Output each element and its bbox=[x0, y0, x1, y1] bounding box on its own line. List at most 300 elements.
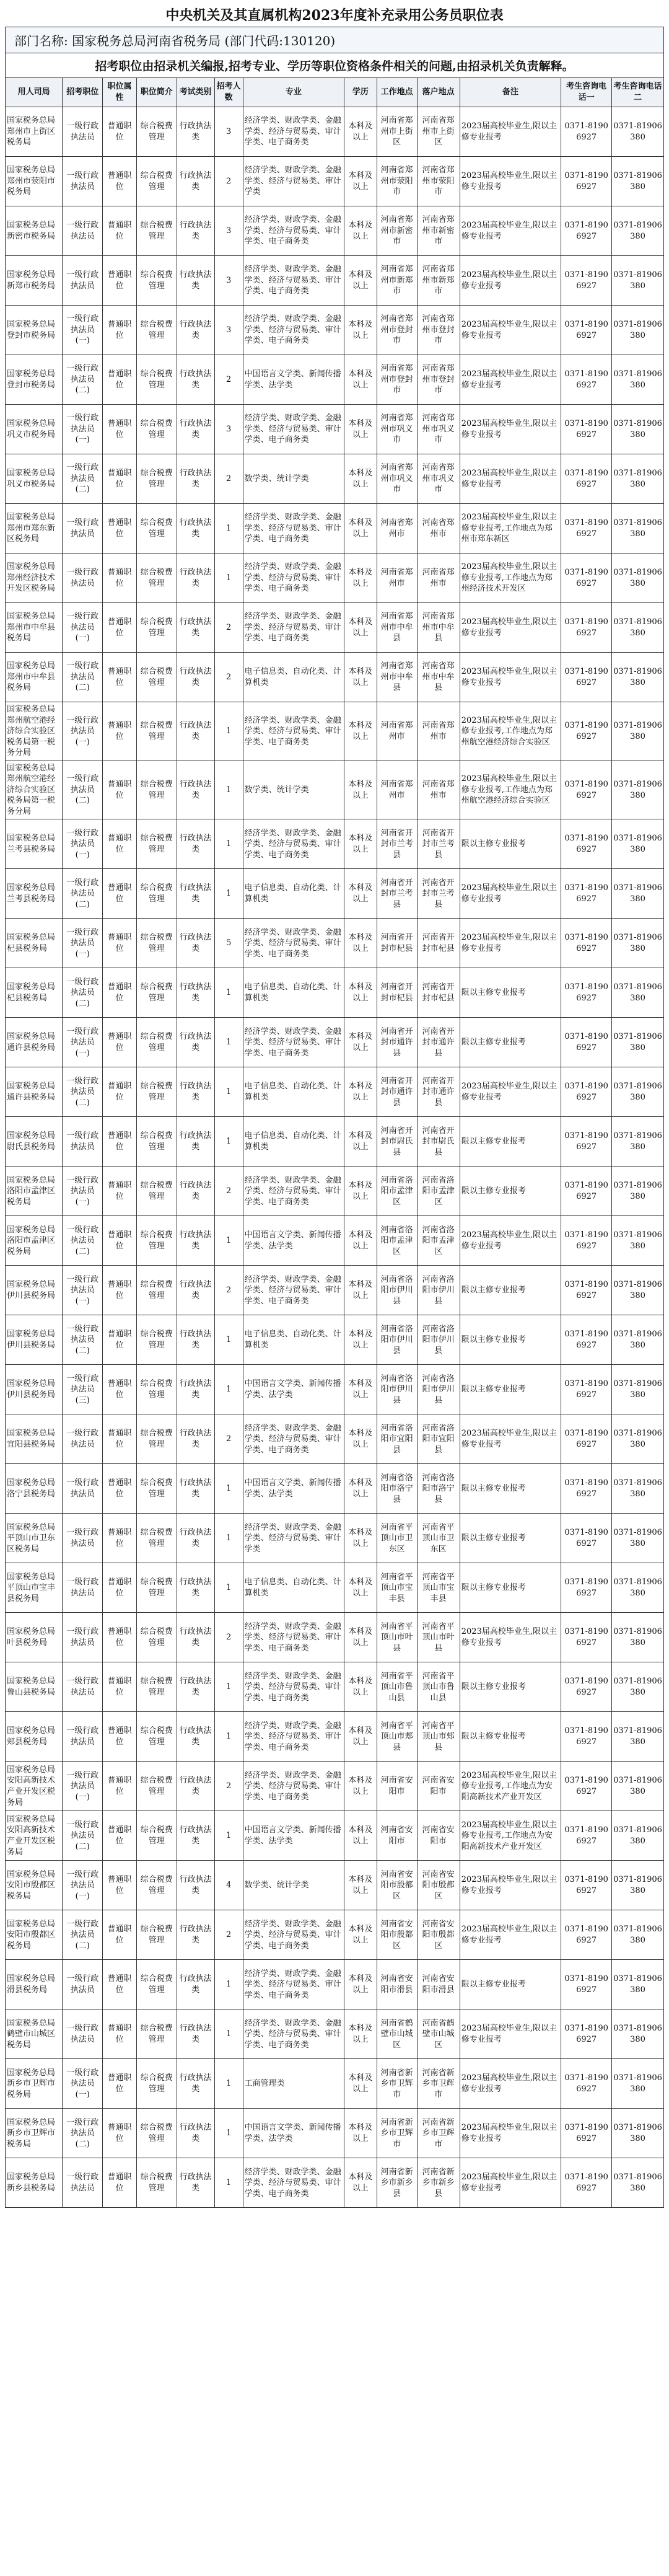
phone-two-cell: 0371-81906380 bbox=[612, 1613, 664, 1662]
phone-one-cell: 0371-81906927 bbox=[561, 1514, 612, 1563]
remarks-cell: 2023届高校毕业生,限以主修专业报考,工作地点为郑州航空港经济综合实验区 bbox=[460, 761, 561, 819]
position-cell: 一级行政执法员(二) bbox=[63, 1811, 103, 1861]
work-location-cell: 河南省洛阳市孟津区 bbox=[377, 1216, 417, 1266]
exam-type-cell: 行政执法类 bbox=[177, 2109, 214, 2158]
table-row bbox=[6, 107, 664, 157]
registration-cell: 河南省平顶山市宝丰县 bbox=[417, 1563, 460, 1613]
attribute-cell: 普通职位 bbox=[103, 1018, 137, 1067]
table-body bbox=[6, 107, 664, 2208]
intro-cell: 综合税费管理 bbox=[136, 1762, 177, 1811]
remarks-cell: 限以主修专业报考 bbox=[460, 1315, 561, 1365]
remarks-cell: 2023届高校毕业生,限以主修专业报考,工作地点为安阳高新技术产业开发区 bbox=[460, 1811, 561, 1861]
count-cell: 1 bbox=[214, 869, 243, 919]
count-cell: 1 bbox=[214, 819, 243, 869]
work-location-cell: 河南省开封市兰考县 bbox=[377, 819, 417, 869]
phone-one-cell: 0371-81906927 bbox=[561, 653, 612, 702]
education-cell: 本科及以上 bbox=[344, 1662, 377, 1712]
major-cell: 经济学类、财政学类、金融学类、经济与贸易类、审计学类、电子商务类 bbox=[243, 504, 344, 554]
count-cell: 1 bbox=[214, 1464, 243, 1514]
position-cell: 一级行政执法员 bbox=[63, 1414, 103, 1464]
phone-two-cell: 0371-81906380 bbox=[612, 1018, 664, 1067]
unit-cell: 国家税务总局郏县税务局 bbox=[6, 1712, 63, 1762]
count-cell: 1 bbox=[214, 504, 243, 554]
work-location-cell: 河南省郑州市新郑市 bbox=[377, 256, 417, 306]
unit-cell: 国家税务总局安阳高新技术产业开发区税务局 bbox=[6, 1811, 63, 1861]
registration-cell: 河南省郑州市新密市 bbox=[417, 206, 460, 256]
exam-type-cell: 行政执法类 bbox=[177, 1861, 214, 1910]
header-education: 学历 bbox=[344, 78, 377, 107]
count-cell: 1 bbox=[214, 1563, 243, 1613]
registration-cell: 河南省安阳市 bbox=[417, 1811, 460, 1861]
remarks-cell: 限以主修专业报考 bbox=[460, 1662, 561, 1712]
count-cell: 1 bbox=[214, 2059, 243, 2109]
attribute-cell: 普通职位 bbox=[103, 1414, 137, 1464]
education-cell: 本科及以上 bbox=[344, 1018, 377, 1067]
phone-two-cell: 0371-81906380 bbox=[612, 968, 664, 1018]
intro-cell: 综合税费管理 bbox=[136, 653, 177, 702]
position-cell: 一级行政执法员 bbox=[63, 1960, 103, 2009]
phone-one-cell: 0371-81906927 bbox=[561, 1216, 612, 1266]
position-cell: 一级行政执法员(一) bbox=[63, 819, 103, 869]
intro-cell: 综合税费管理 bbox=[136, 1613, 177, 1662]
count-cell: 1 bbox=[214, 1662, 243, 1712]
attribute-cell: 普通职位 bbox=[103, 702, 137, 761]
education-cell: 本科及以上 bbox=[344, 157, 377, 206]
position-cell: 一级行政执法员(一) bbox=[63, 1266, 103, 1315]
header-major: 专业 bbox=[243, 78, 344, 107]
position-cell: 一级行政执法员 bbox=[63, 107, 103, 157]
phone-two-cell: 0371-81906380 bbox=[612, 1464, 664, 1514]
education-cell: 本科及以上 bbox=[344, 206, 377, 256]
work-location-cell: 河南省洛阳市伊川县 bbox=[377, 1266, 417, 1315]
education-cell: 本科及以上 bbox=[344, 2109, 377, 2158]
unit-cell: 国家税务总局杞县税务局 bbox=[6, 919, 63, 968]
remarks-cell: 2023届高校毕业生,限以主修专业报考 bbox=[460, 306, 561, 355]
education-cell: 本科及以上 bbox=[344, 653, 377, 702]
registration-cell: 河南省开封市尉氏县 bbox=[417, 1117, 460, 1167]
phone-one-cell: 0371-81906927 bbox=[561, 1811, 612, 1861]
major-cell: 电子信息类、自动化类、计算机类 bbox=[243, 869, 344, 919]
major-cell: 经济学类、财政学类、金融学类、经济与贸易类、审计学类、电子商务类 bbox=[243, 2158, 344, 2208]
remarks-cell: 限以主修专业报考 bbox=[460, 1167, 561, 1216]
phone-two-cell: 0371-81906380 bbox=[612, 1861, 664, 1910]
unit-cell: 国家税务总局洛阳市孟津区税务局 bbox=[6, 1167, 63, 1216]
unit-cell: 国家税务总局巩义市税务局 bbox=[6, 405, 63, 454]
unit-cell: 国家税务总局伊川县税务局 bbox=[6, 1315, 63, 1365]
education-cell: 本科及以上 bbox=[344, 454, 377, 504]
table-row bbox=[6, 1662, 664, 1712]
unit-cell: 国家税务总局安阳市殷都区税务局 bbox=[6, 1861, 63, 1910]
registration-cell: 河南省郑州市登封市 bbox=[417, 306, 460, 355]
exam-type-cell: 行政执法类 bbox=[177, 1315, 214, 1365]
education-cell: 本科及以上 bbox=[344, 1563, 377, 1613]
major-cell: 经济学类、财政学类、金融学类、经济与贸易类、审计学类、电子商务类 bbox=[243, 1613, 344, 1662]
major-cell: 数学类、统计学类 bbox=[243, 761, 344, 819]
education-cell: 本科及以上 bbox=[344, 819, 377, 869]
major-cell: 中国语言文学类、新闻传播学类、法学类 bbox=[243, 355, 344, 405]
count-cell: 4 bbox=[214, 1861, 243, 1910]
phone-two-cell: 0371-81906380 bbox=[612, 869, 664, 919]
table-row bbox=[6, 653, 664, 702]
intro-cell: 综合税费管理 bbox=[136, 355, 177, 405]
table-row bbox=[6, 504, 664, 554]
intro-cell: 综合税费管理 bbox=[136, 107, 177, 157]
major-cell: 经济学类、财政学类、金融学类、经济与贸易类、审计学类、电子商务类 bbox=[243, 1414, 344, 1464]
phone-two-cell: 0371-81906380 bbox=[612, 653, 664, 702]
intro-cell: 综合税费管理 bbox=[136, 968, 177, 1018]
registration-cell: 河南省新乡市新乡县 bbox=[417, 2158, 460, 2208]
count-cell: 3 bbox=[214, 306, 243, 355]
unit-cell: 国家税务总局郑州航空港经济综合实验区税务局第一税务分局 bbox=[6, 702, 63, 761]
exam-type-cell: 行政执法类 bbox=[177, 1712, 214, 1762]
header-remarks: 备注 bbox=[460, 78, 561, 107]
intro-cell: 综合税费管理 bbox=[136, 1712, 177, 1762]
unit-cell: 国家税务总局郑州市中牟县税务局 bbox=[6, 603, 63, 653]
education-cell: 本科及以上 bbox=[344, 355, 377, 405]
intro-cell: 综合税费管理 bbox=[136, 306, 177, 355]
phone-two-cell: 0371-81906380 bbox=[612, 2009, 664, 2059]
exam-type-cell: 行政执法类 bbox=[177, 1960, 214, 2009]
remarks-cell: 限以主修专业报考 bbox=[460, 1514, 561, 1563]
count-cell: 3 bbox=[214, 405, 243, 454]
count-cell: 1 bbox=[214, 1216, 243, 1266]
major-cell: 数学类、统计学类 bbox=[243, 1861, 344, 1910]
unit-cell: 国家税务总局郑州市中牟县税务局 bbox=[6, 653, 63, 702]
phone-two-cell: 0371-81906380 bbox=[612, 2158, 664, 2208]
unit-cell: 国家税务总局滑县税务局 bbox=[6, 1960, 63, 2009]
registration-cell: 河南省平顶山市郏县 bbox=[417, 1712, 460, 1762]
work-location-cell: 河南省洛阳市宜阳县 bbox=[377, 1414, 417, 1464]
count-cell: 1 bbox=[214, 1514, 243, 1563]
education-cell: 本科及以上 bbox=[344, 1315, 377, 1365]
major-cell: 经济学类、财政学类、金融学类、经济与贸易类、审计学类、电子商务类 bbox=[243, 1018, 344, 1067]
table-row bbox=[6, 761, 664, 819]
table-row bbox=[6, 1018, 664, 1067]
count-cell: 1 bbox=[214, 1960, 243, 2009]
attribute-cell: 普通职位 bbox=[103, 1514, 137, 1563]
phone-two-cell: 0371-81906380 bbox=[612, 306, 664, 355]
registration-cell: 河南省洛阳市洛宁县 bbox=[417, 1464, 460, 1514]
table-row bbox=[6, 1365, 664, 1414]
attribute-cell: 普通职位 bbox=[103, 819, 137, 869]
position-cell: 一级行政执法员 bbox=[63, 2158, 103, 2208]
position-cell: 一级行政执法员(二) bbox=[63, 355, 103, 405]
intro-cell: 综合税费管理 bbox=[136, 1960, 177, 2009]
position-cell: 一级行政执法员(二) bbox=[63, 761, 103, 819]
attribute-cell: 普通职位 bbox=[103, 157, 137, 206]
table-row bbox=[6, 1414, 664, 1464]
remarks-cell: 2023届高校毕业生,限以主修专业报考,工作地点为安阳高新技术产业开发区 bbox=[460, 1762, 561, 1811]
phone-one-cell: 0371-81906927 bbox=[561, 1712, 612, 1762]
position-cell: 一级行政执法员(一) bbox=[63, 1861, 103, 1910]
registration-cell: 河南省新乡市卫辉市 bbox=[417, 2059, 460, 2109]
remarks-cell: 限以主修专业报考 bbox=[460, 1018, 561, 1067]
major-cell: 经济学类、财政学类、金融学类、经济与贸易类、审计学类、电子商务类 bbox=[243, 107, 344, 157]
education-cell: 本科及以上 bbox=[344, 968, 377, 1018]
work-location-cell: 河南省洛阳市伊川县 bbox=[377, 1315, 417, 1365]
unit-cell: 国家税务总局洛宁县税务局 bbox=[6, 1464, 63, 1514]
intro-cell: 综合税费管理 bbox=[136, 2059, 177, 2109]
work-location-cell: 河南省郑州市登封市 bbox=[377, 355, 417, 405]
intro-cell: 综合税费管理 bbox=[136, 761, 177, 819]
education-cell: 本科及以上 bbox=[344, 2009, 377, 2059]
registration-cell: 河南省安阳市殷都区 bbox=[417, 1861, 460, 1910]
intro-cell: 综合税费管理 bbox=[136, 2158, 177, 2208]
attribute-cell: 普通职位 bbox=[103, 1662, 137, 1712]
remarks-cell: 2023届高校毕业生,限以主修专业报考 bbox=[460, 454, 561, 504]
work-location-cell: 河南省郑州市 bbox=[377, 761, 417, 819]
intro-cell: 综合税费管理 bbox=[136, 1662, 177, 1712]
position-cell: 一级行政执法员(一) bbox=[63, 702, 103, 761]
work-location-cell: 河南省开封市兰考县 bbox=[377, 869, 417, 919]
education-cell: 本科及以上 bbox=[344, 1365, 377, 1414]
major-cell: 经济学类、财政学类、金融学类、经济与贸易类、审计学类、电子商务类 bbox=[243, 405, 344, 454]
phone-two-cell: 0371-81906380 bbox=[612, 504, 664, 554]
major-cell: 经济学类、财政学类、金融学类、经济与贸易类、审计学类、电子商务类 bbox=[243, 256, 344, 306]
count-cell: 2 bbox=[214, 1613, 243, 1662]
unit-cell: 国家税务总局新乡县税务局 bbox=[6, 2158, 63, 2208]
remarks-cell: 2023届高校毕业生,限以主修专业报考 bbox=[460, 355, 561, 405]
phone-two-cell: 0371-81906380 bbox=[612, 2059, 664, 2109]
position-cell: 一级行政执法员(二) bbox=[63, 968, 103, 1018]
phone-one-cell: 0371-81906927 bbox=[561, 306, 612, 355]
remarks-cell: 限以主修专业报考 bbox=[460, 1464, 561, 1514]
registration-cell: 河南省平顶山市卫东区 bbox=[417, 1514, 460, 1563]
table-row bbox=[6, 1861, 664, 1910]
registration-cell: 河南省安阳市殷都区 bbox=[417, 1910, 460, 1960]
education-cell: 本科及以上 bbox=[344, 1811, 377, 1861]
exam-type-cell: 行政执法类 bbox=[177, 107, 214, 157]
phone-two-cell: 0371-81906380 bbox=[612, 761, 664, 819]
registration-cell: 河南省郑州市中牟县 bbox=[417, 653, 460, 702]
table-row bbox=[6, 1613, 664, 1662]
attribute-cell: 普通职位 bbox=[103, 1811, 137, 1861]
major-cell: 中国语言文学类、新闻传播学类、法学类 bbox=[243, 1365, 344, 1414]
registration-cell: 河南省平顶山市叶县 bbox=[417, 1613, 460, 1662]
work-location-cell: 河南省郑州市中牟县 bbox=[377, 653, 417, 702]
attribute-cell: 普通职位 bbox=[103, 256, 137, 306]
intro-cell: 综合税费管理 bbox=[136, 2109, 177, 2158]
work-location-cell: 河南省洛阳市伊川县 bbox=[377, 1365, 417, 1414]
registration-cell: 河南省郑州市中牟县 bbox=[417, 603, 460, 653]
count-cell: 1 bbox=[214, 761, 243, 819]
intro-cell: 综合税费管理 bbox=[136, 819, 177, 869]
count-cell: 1 bbox=[214, 1117, 243, 1167]
phone-two-cell: 0371-81906380 bbox=[612, 603, 664, 653]
position-cell: 一级行政执法员(二) bbox=[63, 1910, 103, 1960]
count-cell: 2 bbox=[214, 1910, 243, 1960]
education-cell: 本科及以上 bbox=[344, 1464, 377, 1514]
exam-type-cell: 行政执法类 bbox=[177, 355, 214, 405]
work-location-cell: 河南省安阳市殷都区 bbox=[377, 1861, 417, 1910]
position-cell: 一级行政执法员 bbox=[63, 206, 103, 256]
registration-cell: 河南省安阳市滑县 bbox=[417, 1960, 460, 2009]
phone-two-cell: 0371-81906380 bbox=[612, 819, 664, 869]
major-cell: 电子信息类、自动化类、计算机类 bbox=[243, 1315, 344, 1365]
table-row bbox=[6, 1117, 664, 1167]
exam-type-cell: 行政执法类 bbox=[177, 554, 214, 603]
intro-cell: 综合税费管理 bbox=[136, 1365, 177, 1414]
phone-two-cell: 0371-81906380 bbox=[612, 1315, 664, 1365]
header-position: 招考职位 bbox=[63, 78, 103, 107]
exam-type-cell: 行政执法类 bbox=[177, 603, 214, 653]
major-cell: 中国语言文学类、新闻传播学类、法学类 bbox=[243, 1811, 344, 1861]
unit-cell: 国家税务总局尉氏县税务局 bbox=[6, 1117, 63, 1167]
major-cell: 经济学类、财政学类、金融学类、经济与贸易类、审计学类、电子商务类 bbox=[243, 819, 344, 869]
table-row bbox=[6, 919, 664, 968]
table-row bbox=[6, 405, 664, 454]
remarks-cell: 2023届高校毕业生,限以主修专业报考 bbox=[460, 405, 561, 454]
intro-cell: 综合税费管理 bbox=[136, 1216, 177, 1266]
unit-cell: 国家税务总局叶县税务局 bbox=[6, 1613, 63, 1662]
education-cell: 本科及以上 bbox=[344, 761, 377, 819]
work-location-cell: 河南省郑州市巩义市 bbox=[377, 454, 417, 504]
work-location-cell: 河南省郑州市上街区 bbox=[377, 107, 417, 157]
education-cell: 本科及以上 bbox=[344, 1910, 377, 1960]
remarks-cell: 限以主修专业报考 bbox=[460, 1960, 561, 2009]
position-cell: 一级行政执法员(一) bbox=[63, 919, 103, 968]
count-cell: 2 bbox=[214, 157, 243, 206]
remarks-cell: 2023届高校毕业生,限以主修专业报考 bbox=[460, 603, 561, 653]
position-cell: 一级行政执法员 bbox=[63, 504, 103, 554]
registration-cell: 河南省平顶山市鲁山县 bbox=[417, 1662, 460, 1712]
phone-two-cell: 0371-81906380 bbox=[612, 107, 664, 157]
remarks-cell: 2023届高校毕业生,限以主修专业报考 bbox=[460, 1861, 561, 1910]
major-cell: 经济学类、财政学类、金融学类、经济与贸易类、审计学类、电子商务类 bbox=[243, 1762, 344, 1811]
count-cell: 2 bbox=[214, 1414, 243, 1464]
position-cell: 一级行政执法员 bbox=[63, 1464, 103, 1514]
attribute-cell: 普通职位 bbox=[103, 1365, 137, 1414]
table-row bbox=[6, 1960, 664, 2009]
unit-cell: 国家税务总局鹤壁市山城区税务局 bbox=[6, 2009, 63, 2059]
remarks-cell: 限以主修专业报考 bbox=[460, 968, 561, 1018]
phone-two-cell: 0371-81906380 bbox=[612, 405, 664, 454]
unit-cell: 国家税务总局兰考县税务局 bbox=[6, 869, 63, 919]
count-cell: 2 bbox=[214, 653, 243, 702]
phone-two-cell: 0371-81906380 bbox=[612, 1117, 664, 1167]
work-location-cell: 河南省开封市通许县 bbox=[377, 1018, 417, 1067]
work-location-cell: 河南省洛阳市孟津区 bbox=[377, 1167, 417, 1216]
table-row bbox=[6, 1067, 664, 1117]
exam-type-cell: 行政执法类 bbox=[177, 1216, 214, 1266]
count-cell: 2 bbox=[214, 355, 243, 405]
attribute-cell: 普通职位 bbox=[103, 1315, 137, 1365]
work-location-cell: 河南省新乡市卫辉市 bbox=[377, 2059, 417, 2109]
remarks-cell: 限以主修专业报考 bbox=[460, 819, 561, 869]
major-cell: 工商管理类 bbox=[243, 2059, 344, 2109]
position-cell: 一级行政执法员(一) bbox=[63, 1762, 103, 1811]
position-cell: 一级行政执法员(一) bbox=[63, 1018, 103, 1067]
header-unit: 用人司局 bbox=[6, 78, 63, 107]
page-title: 中央机关及其直属机构2023年度补充录用公务员职位表 bbox=[165, 7, 504, 24]
phone-one-cell: 0371-81906927 bbox=[561, 454, 612, 504]
attribute-cell: 普通职位 bbox=[103, 355, 137, 405]
attribute-cell: 普通职位 bbox=[103, 1563, 137, 1613]
education-cell: 本科及以上 bbox=[344, 1414, 377, 1464]
exam-type-cell: 行政执法类 bbox=[177, 653, 214, 702]
remarks-cell: 2023届高校毕业生,限以主修专业报考 bbox=[460, 1910, 561, 1960]
registration-cell: 河南省洛阳市伊川县 bbox=[417, 1365, 460, 1414]
education-cell: 本科及以上 bbox=[344, 554, 377, 603]
attribute-cell: 普通职位 bbox=[103, 869, 137, 919]
position-cell: 一级行政执法员(二) bbox=[63, 869, 103, 919]
remarks-cell: 2023届高校毕业生,限以主修专业报考 bbox=[460, 653, 561, 702]
intro-cell: 综合税费管理 bbox=[136, 1514, 177, 1563]
work-location-cell: 河南省开封市杞县 bbox=[377, 968, 417, 1018]
work-location-cell: 河南省郑州市 bbox=[377, 504, 417, 554]
work-location-cell: 河南省平顶山市郏县 bbox=[377, 1712, 417, 1762]
unit-cell: 国家税务总局登封市税务局 bbox=[6, 306, 63, 355]
phone-one-cell: 0371-81906927 bbox=[561, 107, 612, 157]
phone-two-cell: 0371-81906380 bbox=[612, 355, 664, 405]
position-cell: 一级行政执法员(二) bbox=[63, 1315, 103, 1365]
attribute-cell: 普通职位 bbox=[103, 2009, 137, 2059]
remarks-cell: 2023届高校毕业生,限以主修专业报考 bbox=[460, 1613, 561, 1662]
intro-cell: 综合税费管理 bbox=[136, 2009, 177, 2059]
phone-one-cell: 0371-81906927 bbox=[561, 702, 612, 761]
exam-type-cell: 行政执法类 bbox=[177, 1662, 214, 1712]
attribute-cell: 普通职位 bbox=[103, 919, 137, 968]
position-cell: 一级行政执法员(一) bbox=[63, 1167, 103, 1216]
phone-one-cell: 0371-81906927 bbox=[561, 1117, 612, 1167]
remarks-cell: 2023届高校毕业生,限以主修专业报考,工作地点为郑州市郑东新区 bbox=[460, 504, 561, 554]
count-cell: 2 bbox=[214, 1762, 243, 1811]
unit-cell: 国家税务总局通许县税务局 bbox=[6, 1067, 63, 1117]
attribute-cell: 普通职位 bbox=[103, 1067, 137, 1117]
education-cell: 本科及以上 bbox=[344, 256, 377, 306]
phone-two-cell: 0371-81906380 bbox=[612, 1762, 664, 1811]
phone-one-cell: 0371-81906927 bbox=[561, 405, 612, 454]
count-cell: 3 bbox=[214, 256, 243, 306]
table-row bbox=[6, 1910, 664, 1960]
exam-type-cell: 行政执法类 bbox=[177, 256, 214, 306]
count-cell: 2 bbox=[214, 603, 243, 653]
phone-two-cell: 0371-81906380 bbox=[612, 1563, 664, 1613]
major-cell: 经济学类、财政学类、金融学类、经济与贸易类、审计学类、电子商务类 bbox=[243, 1167, 344, 1216]
attribute-cell: 普通职位 bbox=[103, 306, 137, 355]
count-cell: 1 bbox=[214, 1018, 243, 1067]
department-label: 部门名称: bbox=[14, 33, 68, 48]
count-cell: 1 bbox=[214, 1712, 243, 1762]
phone-two-cell: 0371-81906380 bbox=[612, 1811, 664, 1861]
position-cell: 一级行政执法员(二) bbox=[63, 2109, 103, 2158]
attribute-cell: 普通职位 bbox=[103, 1117, 137, 1167]
major-cell: 经济学类、财政学类、金融学类、经济与贸易类、审计学类 bbox=[243, 1514, 344, 1563]
phone-one-cell: 0371-81906927 bbox=[561, 1167, 612, 1216]
phone-one-cell: 0371-81906927 bbox=[561, 554, 612, 603]
work-location-cell: 河南省郑州市 bbox=[377, 554, 417, 603]
exam-type-cell: 行政执法类 bbox=[177, 702, 214, 761]
phone-two-cell: 0371-81906380 bbox=[612, 1216, 664, 1266]
registration-cell: 河南省郑州市上街区 bbox=[417, 107, 460, 157]
table-row bbox=[6, 1563, 664, 1613]
major-cell: 经济学类、财政学类、金融学类、经济与贸易类、审计学类、电子商务类 bbox=[243, 206, 344, 256]
table-row bbox=[6, 1514, 664, 1563]
unit-cell: 国家税务总局兰考县税务局 bbox=[6, 819, 63, 869]
position-cell: 一级行政执法员(一) bbox=[63, 405, 103, 454]
phone-one-cell: 0371-81906927 bbox=[561, 1762, 612, 1811]
remarks-cell: 限以主修专业报考 bbox=[460, 1365, 561, 1414]
unit-cell: 国家税务总局郑州经济技术开发区税务局 bbox=[6, 554, 63, 603]
intro-cell: 综合税费管理 bbox=[136, 405, 177, 454]
position-cell: 一级行政执法员(二) bbox=[63, 653, 103, 702]
exam-type-cell: 行政执法类 bbox=[177, 1117, 214, 1167]
intro-cell: 综合税费管理 bbox=[136, 603, 177, 653]
header-exam-type: 考试类别 bbox=[177, 78, 214, 107]
registration-cell: 河南省洛阳市伊川县 bbox=[417, 1315, 460, 1365]
exam-type-cell: 行政执法类 bbox=[177, 1167, 214, 1216]
exam-type-cell: 行政执法类 bbox=[177, 1563, 214, 1613]
